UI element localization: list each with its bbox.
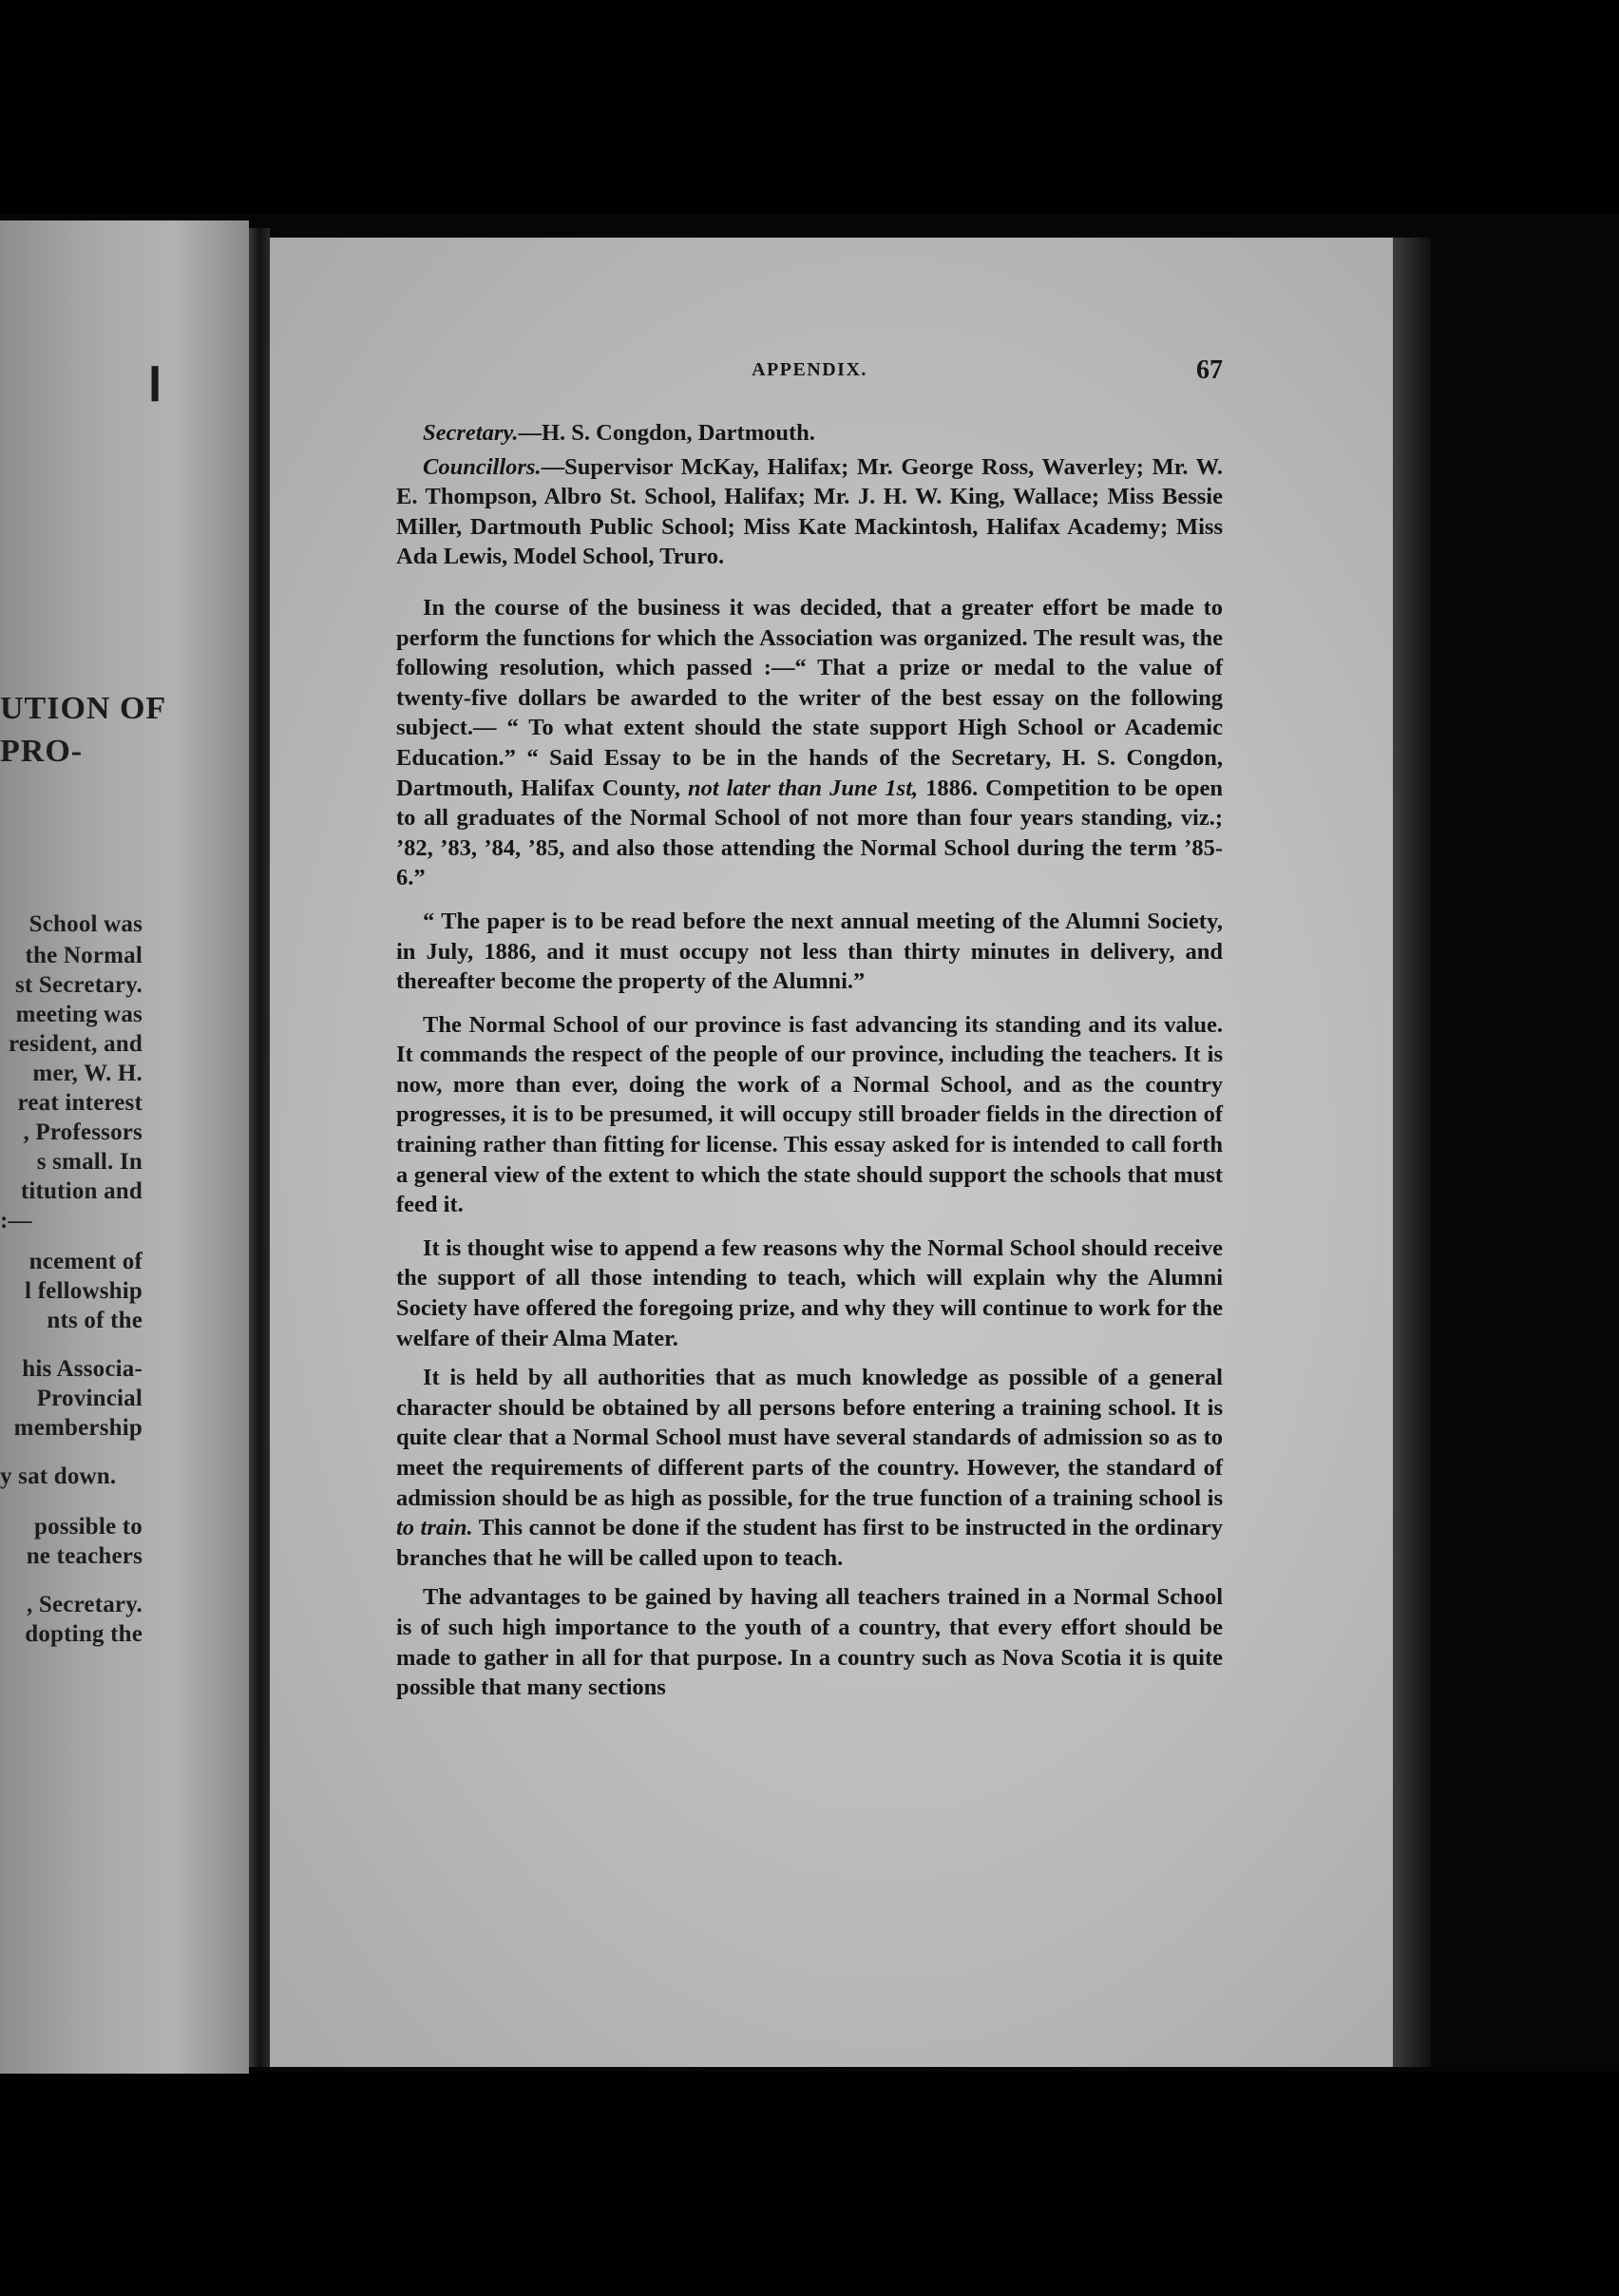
page-body bbox=[396, 418, 1223, 1703]
councillors-entry bbox=[396, 452, 1223, 572]
running-head bbox=[396, 355, 1223, 392]
left-text-line: School was bbox=[29, 911, 143, 937]
previous-page-fragment bbox=[0, 220, 249, 2074]
margin-mark: ❙ bbox=[141, 362, 170, 400]
train-emphasis: to train. bbox=[396, 1515, 473, 1541]
left-text-line: dopting the bbox=[25, 1621, 143, 1647]
film-border-top bbox=[0, 0, 1619, 214]
paragraph-advantages: The advantages to be gained by having all teachers trained in a Normal School is of such high importance to the youth of a country, that every effort should be made to gather in all for that purpose. In a country such as Nova Scotia it is quite possible that many sections bbox=[396, 1584, 1223, 1701]
secretary-label: Secretary. bbox=[423, 420, 519, 446]
left-text-line: ncement of bbox=[29, 1249, 143, 1274]
left-text-line: Provincial bbox=[36, 1386, 143, 1411]
left-text-line: the Normal bbox=[25, 943, 143, 968]
paragraph-text: In the course of the business it was decided, that a greater effort be made to perform the functions for which the Association was organized. The result was, the following resolution, which passed :—“ That a prize or medal to the value of twenty-five dollars be awarded to the writer of the best essay on the following subject.— “ To what extent should the state support High School or Academic Education.” “ Said Essay to be in the hands of the Secretary, H. S. Congdon, Dartmouth, Halifax County, bbox=[396, 594, 1223, 801]
left-text-line: st Secretary. bbox=[14, 972, 143, 998]
secretary-entry bbox=[396, 418, 1223, 449]
paragraph-text: This cannot be done if the student has first to be instructed in the ordinary branches that he will be called upon to teach. bbox=[396, 1515, 1223, 1571]
left-text-line: , Secretary. bbox=[26, 1592, 143, 1617]
running-title: APPENDIX. bbox=[752, 359, 867, 380]
deadline-emphasis: not later than June 1st, bbox=[687, 775, 919, 801]
paragraph-text: 1886. Competition to be open to all graduates of the Normal School of not more than four years standing, viz.; ’82, ’83, ’84, ’85, and also those attending the Normal School during the term ’85-6.” bbox=[396, 775, 1223, 891]
left-text-line: l fellowship bbox=[25, 1278, 143, 1304]
film-border-bottom bbox=[0, 2072, 1619, 2296]
paragraph-text: It is held by all authorities that as much knowledge as possible of a general character should be obtained by all persons before entering a training school. It is quite clear that a Normal School must have several standards of admission so as to meet the requirements of different parts of the country. However, the standard of admission should be as high as possible, for the true function of a training school is bbox=[396, 1365, 1223, 1511]
paragraph-knowledge bbox=[396, 1363, 1223, 1573]
left-heading-line-2: PRO- bbox=[0, 734, 84, 769]
paragraph-reasons: It is thought wise to append a few reasons why the Normal School should receive the support of all those intending to teach, which will explain why the Alumni Society have offered the foregoing prize, and why they will continue to work for the welfare of their Alma Mater. bbox=[396, 1234, 1223, 1351]
paragraph-resolution bbox=[396, 593, 1223, 893]
paragraph-normal-school-value: The Normal School of our province is fast advancing its standing and its value. It commands the respect of the people of our province, including the teachers. It is now, more than ever, doing the work of a Normal School, and as the country progresses, it is to be presumed, it will occupy still broader fields in the direction of training rather than fitting for license. This essay asked for is intended to call forth a general view of the extent to which the state should support the schools that must feed it. bbox=[396, 1011, 1223, 1218]
secretary-text: —H. S. Congdon, Dartmouth. bbox=[518, 420, 815, 446]
paragraph-paper-reading: “ The paper is to be read before the next annual meeting of the Alumni Society, in July, 1886, and it must occupy not less than thirty minutes in delivery, and thereafter become the property of the Alumni.” bbox=[396, 908, 1223, 995]
left-text-line: membership bbox=[13, 1415, 143, 1441]
left-text-line: mer, W. H. bbox=[32, 1061, 143, 1086]
left-text-line: y sat down. bbox=[0, 1464, 117, 1489]
councillors-text: —Supervisor McKay, Halifax; Mr. George Ross, Waverley; Mr. W. E. Thompson, Albro St. School, Halifax; Mr. J. H. W. King, Wallace; Miss Bessie Miller, Dartmouth Public School; Miss Kate Mackintosh, Halifax Academy; Miss Ada Lewis, Model School, Truro. bbox=[396, 453, 1223, 570]
book-page bbox=[270, 238, 1393, 2067]
left-text-line: meeting was bbox=[15, 1002, 143, 1027]
page-number: 67 bbox=[1196, 355, 1223, 385]
page-edge-shadow bbox=[1393, 238, 1431, 2067]
left-text-line: , Professors bbox=[23, 1119, 143, 1145]
councillors-label: Councillors. bbox=[423, 453, 542, 480]
left-text-line: titution and bbox=[20, 1178, 143, 1204]
left-heading-line-1: UTION OF bbox=[0, 691, 167, 726]
left-text-line: nts of the bbox=[47, 1308, 143, 1333]
left-text-line: reat interest bbox=[17, 1090, 143, 1116]
book-gutter bbox=[249, 228, 270, 2067]
left-text-line: :— bbox=[0, 1208, 32, 1234]
left-text-line: ne teachers bbox=[26, 1543, 143, 1569]
left-text-line: s small. In bbox=[36, 1149, 143, 1175]
left-text-line: his Associa- bbox=[22, 1356, 143, 1382]
left-text-line: possible to bbox=[33, 1514, 143, 1540]
left-text-line: resident, and bbox=[8, 1031, 143, 1057]
